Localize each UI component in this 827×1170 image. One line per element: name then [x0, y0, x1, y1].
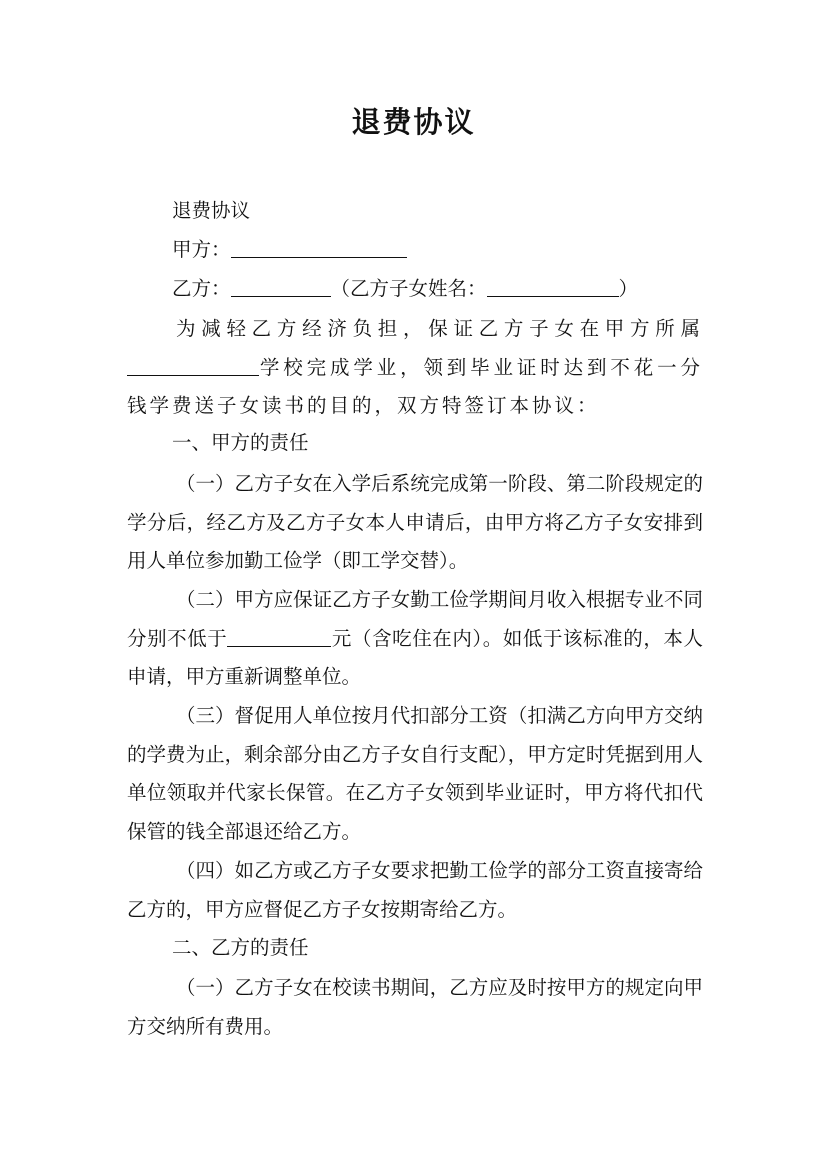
- section-1-heading: 一、甲方的责任: [172, 431, 309, 454]
- section-1-item-3: （三）督促用人单位按月代扣部分工资（扣满乙方向甲方交纳的学费为止，剩余部分由乙方子女自行支配），甲方定时凭据到用人单位领取并代家长保管。在乙方子女领到毕业证时，甲方将代扣代保管的钱全部退还给乙方。: [127, 704, 703, 844]
- party-a-label: 甲方：: [172, 238, 231, 261]
- section-1-item-2: [127, 581, 703, 697]
- party-b-blank: [231, 295, 331, 297]
- party-b-child-blank: [487, 295, 619, 297]
- document-title: 退费协议: [351, 105, 476, 139]
- document-subtitle: 退费协议: [172, 199, 251, 222]
- party-b-line: [172, 271, 638, 307]
- min-income-blank: [227, 645, 331, 647]
- section-1-item-1: （一）乙方子女在入学后系统完成第一阶段、第二阶段规定的学分后，经乙方及乙方子女本人申请后，由甲方将乙方子女安排到用人单位参加勤工俭学（即工学交替）。: [127, 472, 703, 573]
- party-a-blank: [231, 256, 407, 258]
- intro-paragraph: [127, 310, 703, 426]
- section-2-heading: 二、乙方的责任: [172, 936, 309, 959]
- section-1-item-4: （四）如乙方或乙方子女要求把勤工俭学的部分工资直接寄给乙方的，甲方应督促乙方子女按期寄给乙方。: [127, 859, 703, 921]
- party-a-line: [172, 232, 407, 268]
- intro-text-1: 为减轻乙方经济负担，保证乙方子女在甲方所属: [176, 317, 703, 340]
- intro-text-2: 学校完成学业，领到毕业证时达到不花一分钱学费送子女读书的目的，双方特签订本协议：: [127, 355, 703, 418]
- s1-item-2-text-2: 元（含吃住在内）。如低于该标准的，本人申请，甲方重新调整单位。: [127, 626, 703, 689]
- party-b-child-open: （乙方子女姓名：: [330, 277, 487, 300]
- school-blank: [127, 374, 259, 376]
- s1-item-2-text-1: （二）甲方应保证乙方子女勤工俭学期间月收入根据专业不同分别不低于: [127, 588, 703, 650]
- party-b-label: 乙方：: [172, 277, 231, 300]
- party-b-child-close: ）: [618, 277, 639, 300]
- section-2-item-1: （一）乙方子女在校读书期间，乙方应及时按甲方的规定向甲方交纳所有费用。: [127, 976, 703, 1038]
